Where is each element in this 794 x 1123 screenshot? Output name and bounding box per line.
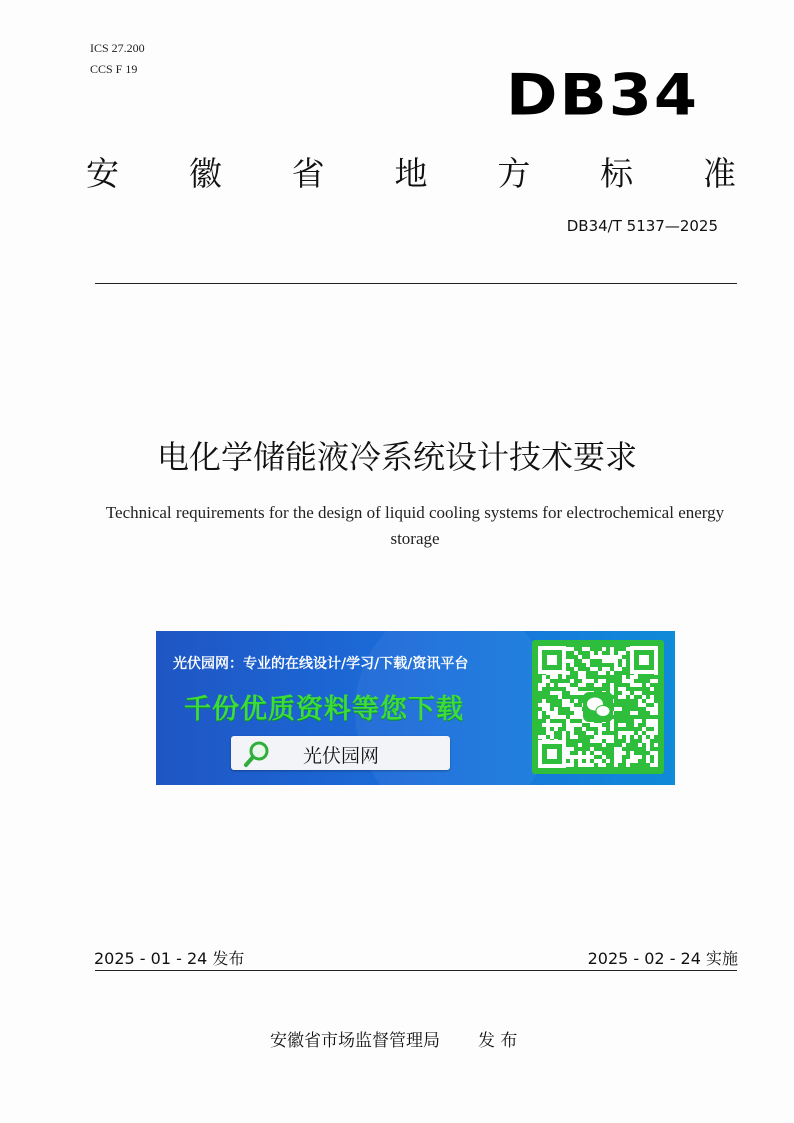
issuer-action: 发 布 [478,1031,518,1051]
ccs-code: CCS F 19 [90,62,138,76]
document-title-zh: 电化学储能液冷系统设计技术要求 [156,438,637,476]
header-divider [95,283,737,284]
classification-codes [90,38,145,80]
magnifier-icon [243,740,271,768]
qr-code-icon [532,640,664,774]
category-char: 地 [394,154,428,193]
issuer-line [270,1026,517,1051]
implement-date: 2025 - 02 - 24 实施 [587,949,738,968]
document-title-en: Technical requirements for the design of liquid cooling systems for electrochemical energy storage [105,503,725,548]
ad-banner[interactable] [156,631,675,785]
ics-code: ICS 27.200 [90,41,145,55]
category-char: 省 [291,154,325,193]
category-char: 标 [600,154,634,193]
standard-number: DB34/T 5137—2025 [566,217,718,235]
db34-logo: DB34 [506,61,700,129]
category-char: 徽 [188,154,222,193]
banner-headline: 千份优质资料等您下载 [184,694,464,725]
banner-search-text: 光伏园网 [303,745,380,767]
standard-category [86,152,736,196]
issue-date: 2025 - 01 - 24 发布 [94,949,245,968]
banner-tagline: 光伏园网：专业的在线设计/学习/下载/资讯平台 [173,656,469,672]
category-char: 准 [702,154,736,193]
footer-divider [95,970,737,971]
category-char: 方 [497,154,531,193]
dates-row [94,946,738,969]
category-char: 安 [86,154,119,193]
qr-code-graphic [538,646,658,768]
banner-search-box[interactable] [231,736,450,770]
issuer-name: 安徽省市场监督管理局 [270,1031,440,1051]
